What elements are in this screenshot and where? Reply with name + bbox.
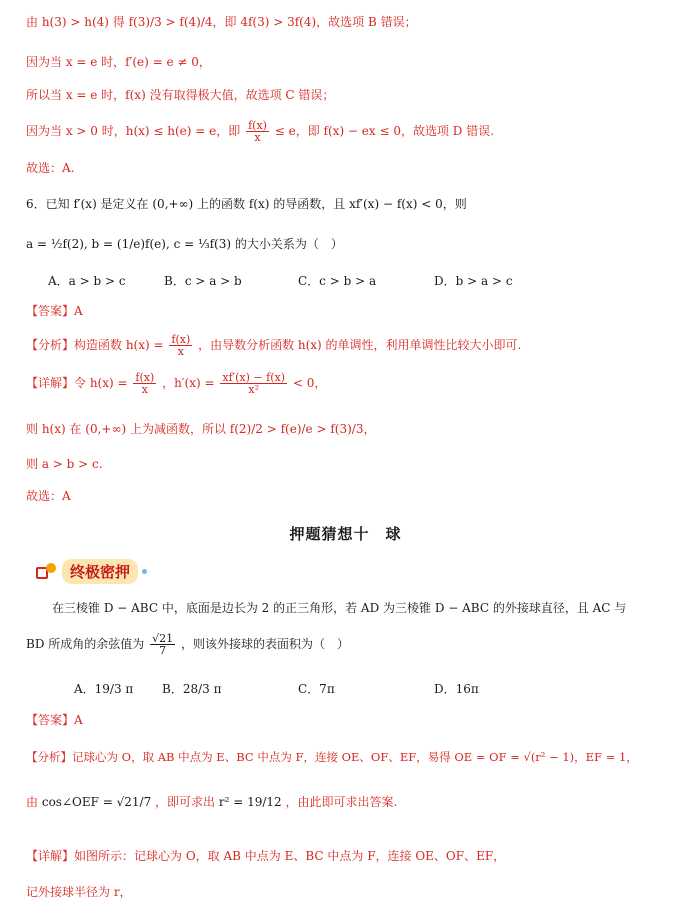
fraction-numerator: f(x) (135, 371, 155, 384)
fraction-denominator: x (254, 131, 261, 144)
question-7-detail-line-1: 【详解】如图所示：记球心为 O，取 AB 中点为 E、BC 中点为 F，连接 OE、OF、EF， (26, 849, 506, 863)
question-6-detail-line-2: 则 h(x) 在 (0,+∞) 上为减函数，所以 f(2)/2 > f(e)/e > f(3)/3， (26, 422, 376, 436)
question-6-option-a: A．a > b > c (48, 274, 126, 288)
section-badge (36, 559, 147, 584)
cosine-formula: cos∠OEF = √21/7 (41, 795, 152, 809)
analysis-pre: 由 (26, 795, 39, 809)
question-7-answer: 【答案】A (26, 713, 83, 727)
section-title: 押题猜想十 球 (289, 525, 402, 543)
question-7-option-c: C．7π (298, 682, 335, 696)
fraction-numerator: f(x) (248, 119, 267, 132)
analysis-mid: ，即可求出 (155, 795, 216, 809)
fraction-denominator: x² (248, 383, 259, 396)
question-7-detail-line-2: 记外接球半径为 r， (26, 885, 132, 899)
question-6-option-c: C．c > b > a (298, 274, 377, 288)
question-7-stem-line-2 (26, 633, 349, 656)
question-6-answer: 【答案】A (26, 304, 83, 318)
solution-line-2: 因为当 x = e 时，f′(e) = e ≠ 0， (26, 55, 211, 69)
solution-line-4 (26, 120, 494, 143)
solution-line-4-post: ≤ e，即 f(x) − ex ≤ 0，故选项 D 错误. (274, 124, 495, 138)
fraction-numerator: xf′(x) − f(x) (222, 371, 285, 384)
question-7-option-d: D．16π (434, 682, 479, 696)
detail-mid: ，h′(x) = (162, 376, 215, 390)
fraction (169, 334, 192, 357)
analysis-post: ，由此即可求出答案. (285, 795, 398, 809)
fraction (220, 372, 287, 395)
solution-line-4-pre: 因为当 x > 0 时，h(x) ≤ h(e) = e，即 (26, 124, 241, 138)
stem-post: ，则该外接球的表面积为（ ） (180, 637, 349, 651)
solution-line-3: 所以当 x = e 时，f(x) 没有取得极大值，故选项 C 错误； (26, 88, 335, 102)
target-icon (36, 563, 58, 581)
question-6-detail (26, 372, 326, 395)
question-7-option-a: A．19/3 π (74, 682, 134, 696)
detail-pre: 【详解】令 h(x) = (26, 376, 128, 390)
question-6-values: a = ½f(2), b = (1/e)f(e), c = ⅓f(3) 的大小关系为（ ） (26, 237, 343, 251)
stem-pre: BD 所成角的余弦值为 (26, 637, 145, 651)
fraction-denominator: x (141, 383, 148, 396)
question-7-analysis-line-2 (26, 796, 397, 808)
question-6-analysis (26, 334, 521, 357)
radius-formula: r² = 19/12 (218, 795, 282, 809)
analysis-pre: 【分析】构造函数 h(x) = (26, 338, 164, 352)
fraction (150, 633, 175, 656)
fraction (133, 372, 156, 395)
question-7-analysis-line-1: 【分析】记球心为 O，取 AB 中点为 E、BC 中点为 F，连接 OE、OF、EF，易得 OE = OF = √(r² − 1)，EF = 1， (26, 750, 638, 764)
fraction-numerator: √21 (152, 632, 174, 645)
fraction-denominator: x (177, 345, 184, 358)
solution-conclusion: 故选：A. (26, 161, 75, 175)
question-7-stem-line-1: 在三棱锥 D − ABC 中，底面是边长为 2 的正三角形，若 AD 为三棱锥 D − ABC 的外接球直径，且 AC 与 (52, 601, 627, 615)
dot-icon (142, 569, 147, 574)
fraction-denominator: 7 (159, 644, 167, 657)
question-6-option-b: B．c > a > b (164, 274, 242, 288)
question-6-conclusion: 故选：A (26, 489, 71, 503)
fraction-numerator: f(x) (171, 333, 191, 346)
badge-label: 终极密押 (62, 559, 138, 584)
question-7-option-b: B．28/3 π (162, 682, 222, 696)
fraction (246, 120, 269, 143)
solution-line-1: 由 h(3) > h(4) 得 f(3)/3 > f(4)/4，即 4f(3) > 3f(4)，故选项 B 错误； (26, 15, 417, 29)
analysis-post: ，由导数分析函数 h(x) 的单调性，利用单调性比较大小即可. (198, 338, 522, 352)
question-6-stem: 6．已知 f′(x) 是定义在 (0,+∞) 上的函数 f(x) 的导函数，且 xf′(x) − f(x) < 0，则 (26, 197, 467, 211)
question-6-detail-line-3: 则 a > b > c. (26, 457, 103, 471)
detail-post: < 0， (292, 376, 327, 390)
question-6-option-d: D．b > a > c (434, 274, 513, 288)
